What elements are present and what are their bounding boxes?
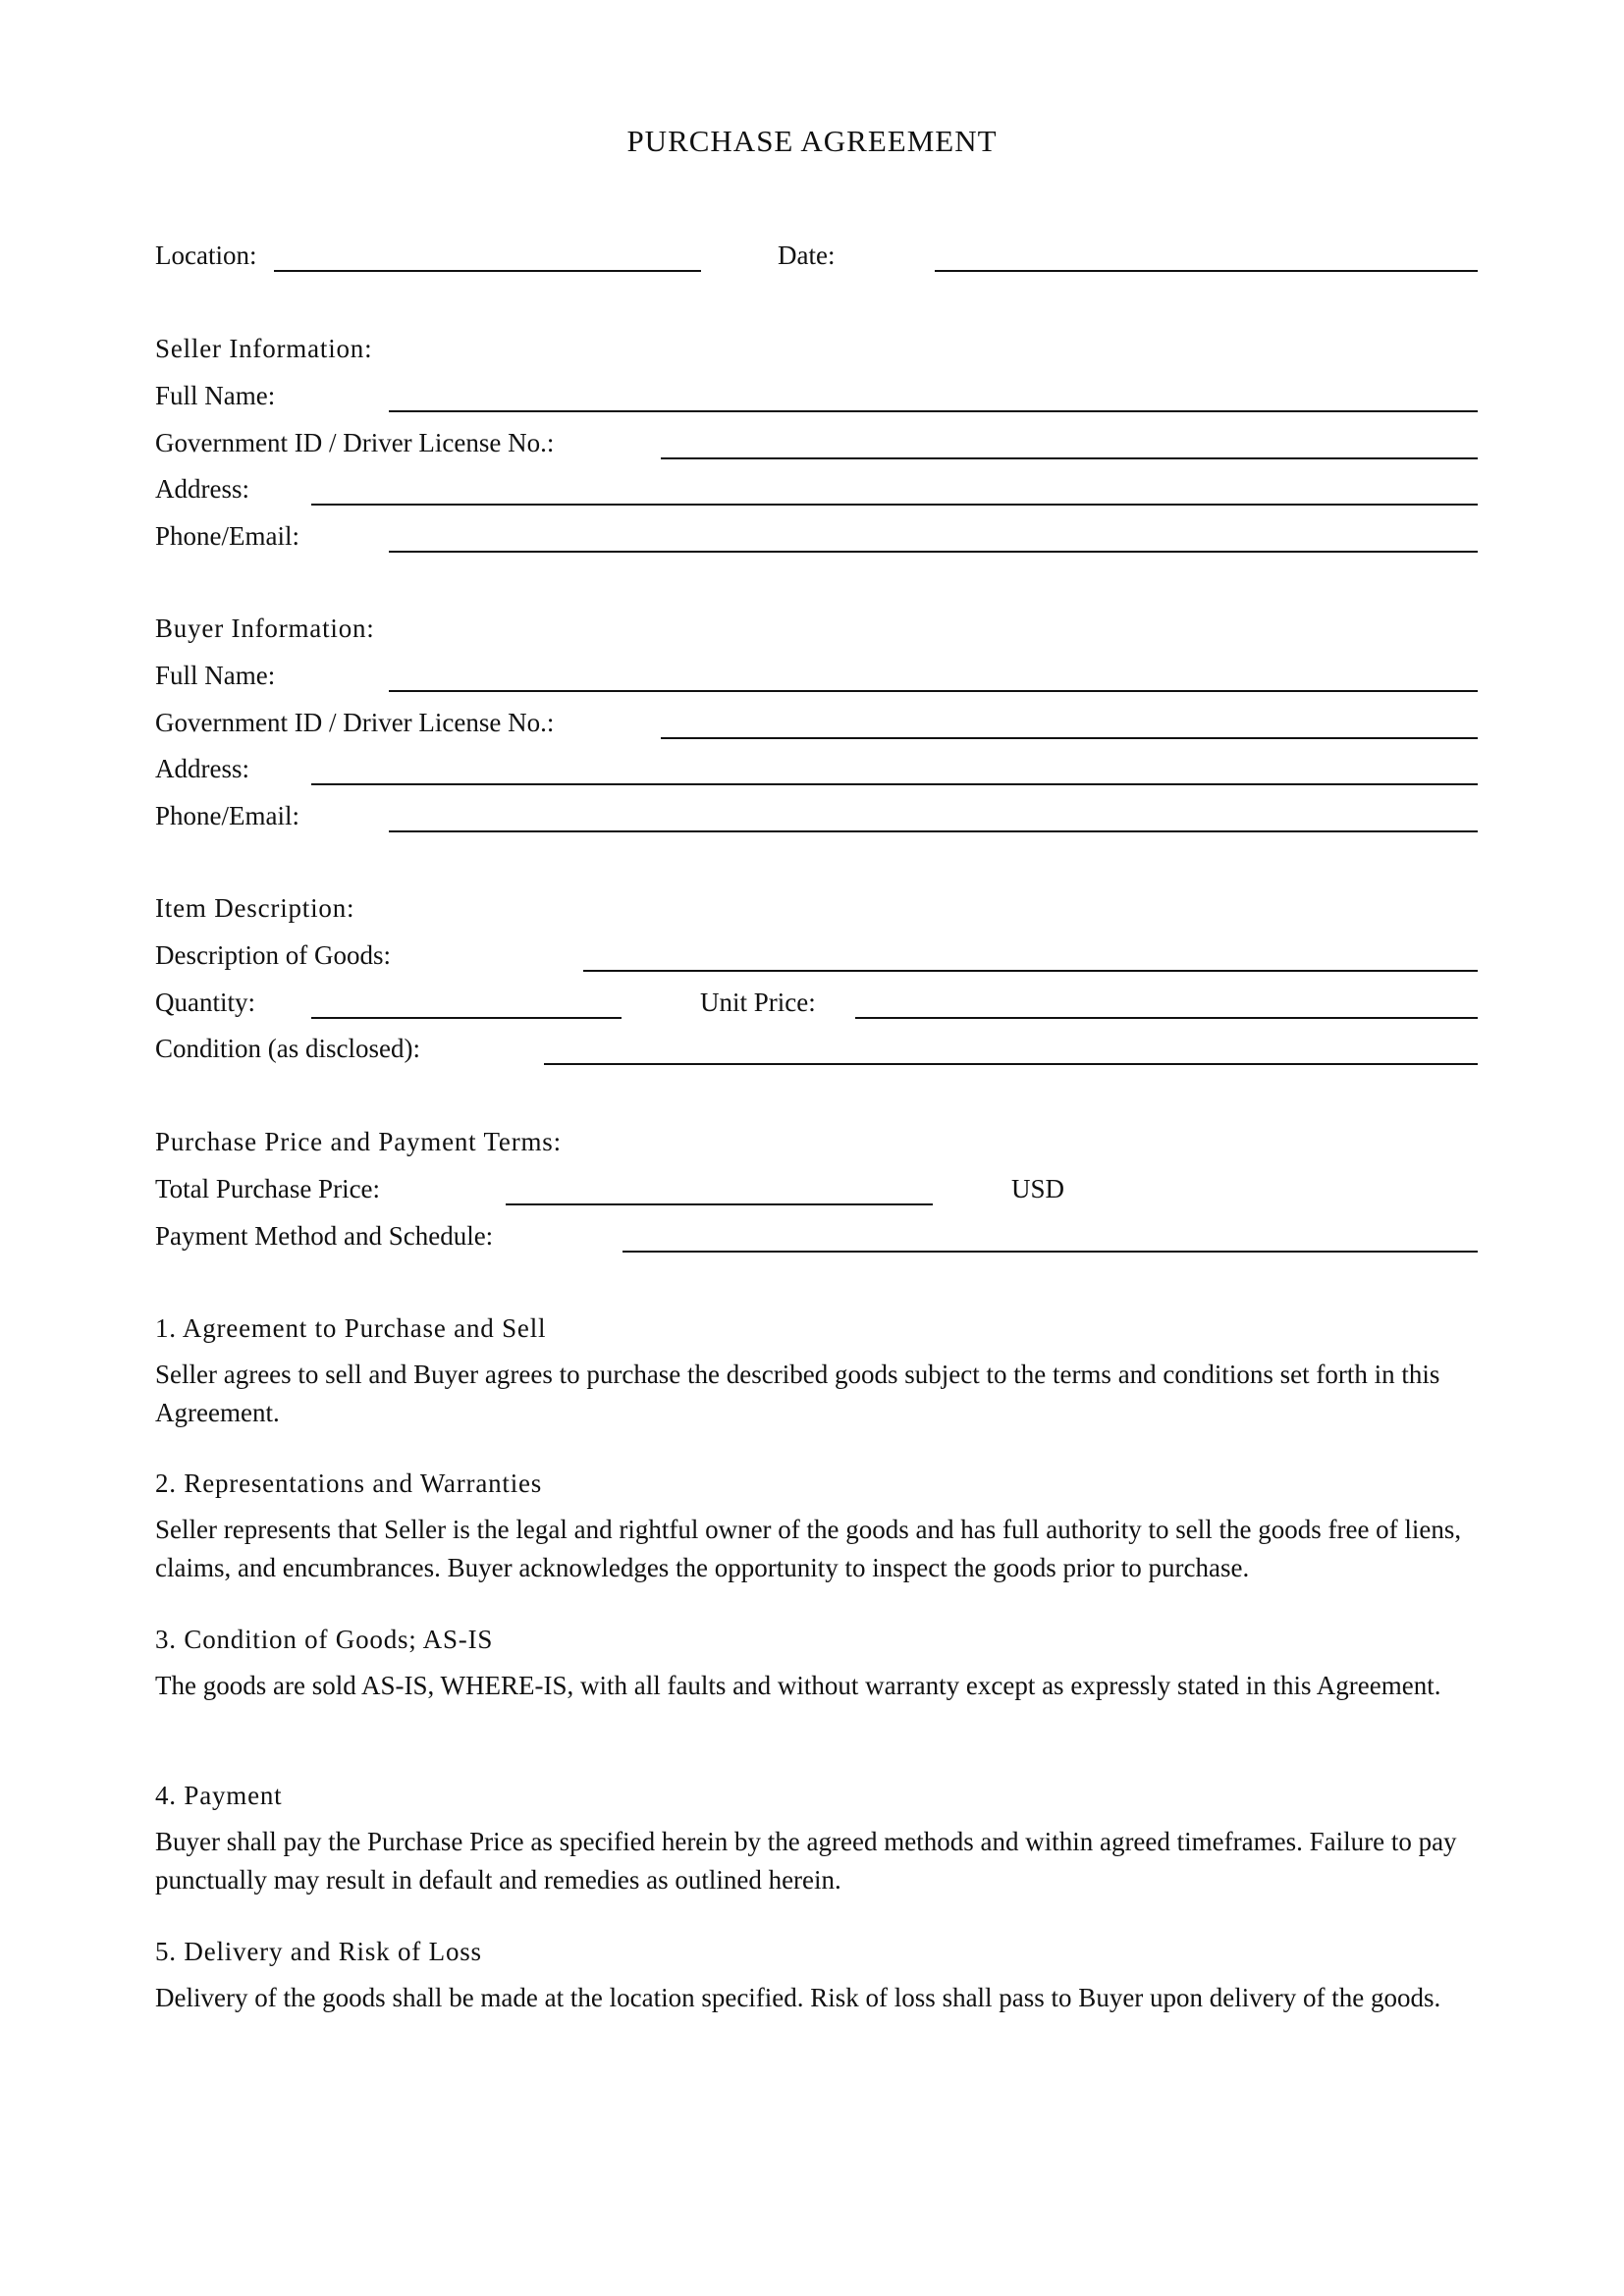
section-4-body: Buyer shall pay the Purchase Price as specified herein by the agreed methods and within agreed timeframes. Failure to pay punctually may result in default and remedies as outlined herein.: [155, 1827, 1457, 1895]
seller-address-label: Address:: [155, 474, 249, 504]
item-heading: Item Description:: [155, 893, 355, 923]
seller-phone-label: Phone/Email:: [155, 521, 299, 551]
location-field[interactable]: [274, 270, 701, 272]
section-4-heading: 4. Payment: [155, 1781, 283, 1810]
seller-gov-id-field[interactable]: [661, 457, 1478, 459]
buyer-address-label: Address:: [155, 754, 249, 783]
description-field[interactable]: [583, 970, 1478, 972]
date-field[interactable]: [935, 270, 1478, 272]
unit-price-label: Unit Price:: [700, 988, 816, 1017]
seller-full-name-label: Full Name:: [155, 381, 276, 410]
buyer-heading: Buyer Information:: [155, 614, 375, 643]
description-label: Description of Goods:: [155, 940, 391, 970]
section-1-body: Seller agrees to sell and Buyer agrees to purchase the described goods subject to the terms and conditions set forth in this Agreement.: [155, 1360, 1440, 1427]
section-1-heading: 1. Agreement to Purchase and Sell: [155, 1313, 547, 1343]
section-5-body: Delivery of the goods shall be made at the location specified. Risk of loss shall pass to Buyer upon delivery of the goods.: [155, 1983, 1441, 2012]
seller-heading: Seller Information:: [155, 334, 373, 363]
date-label: Date:: [778, 240, 836, 270]
total-price-label: Total Purchase Price:: [155, 1174, 381, 1203]
section-5-heading: 5. Delivery and Risk of Loss: [155, 1937, 482, 1966]
seller-phone-field[interactable]: [389, 551, 1478, 553]
section-3-heading: 3. Condition of Goods; AS-IS: [155, 1625, 494, 1654]
buyer-gov-id-field[interactable]: [661, 737, 1478, 739]
section-2-heading: 2. Representations and Warranties: [155, 1468, 543, 1498]
buyer-gov-id-label: Government ID / Driver License No.:: [155, 708, 555, 737]
quantity-field[interactable]: [311, 1017, 622, 1019]
buyer-full-name-field[interactable]: [389, 690, 1478, 692]
section-2-body: Seller represents that Seller is the legal and rightful owner of the goods and has full authority to sell the goods free of liens, claims, and encumbrances. Buyer acknowledges the opportunity to inspect the goods prior to purchase.: [155, 1515, 1462, 1582]
buyer-full-name-label: Full Name:: [155, 661, 276, 690]
seller-full-name-field[interactable]: [389, 410, 1478, 412]
price-heading: Purchase Price and Payment Terms:: [155, 1127, 562, 1156]
currency-label: USD: [1011, 1174, 1065, 1203]
seller-address-field[interactable]: [311, 504, 1478, 506]
location-label: Location:: [155, 240, 257, 270]
buyer-address-field[interactable]: [311, 783, 1478, 785]
section-3-body: The goods are sold AS-IS, WHERE-IS, with all faults and without warranty except as expressly stated in this Agreement.: [155, 1671, 1441, 1700]
quantity-label: Quantity:: [155, 988, 255, 1017]
document-title: PURCHASE AGREEMENT: [626, 124, 998, 158]
condition-label: Condition (as disclosed):: [155, 1034, 420, 1063]
unit-price-field[interactable]: [855, 1017, 1478, 1019]
seller-gov-id-label: Government ID / Driver License No.:: [155, 428, 555, 457]
condition-field[interactable]: [544, 1063, 1478, 1065]
buyer-phone-label: Phone/Email:: [155, 801, 299, 830]
payment-method-label: Payment Method and Schedule:: [155, 1221, 494, 1251]
buyer-phone-field[interactable]: [389, 830, 1478, 832]
total-price-field[interactable]: [506, 1203, 933, 1205]
payment-method-field[interactable]: [623, 1251, 1478, 1253]
